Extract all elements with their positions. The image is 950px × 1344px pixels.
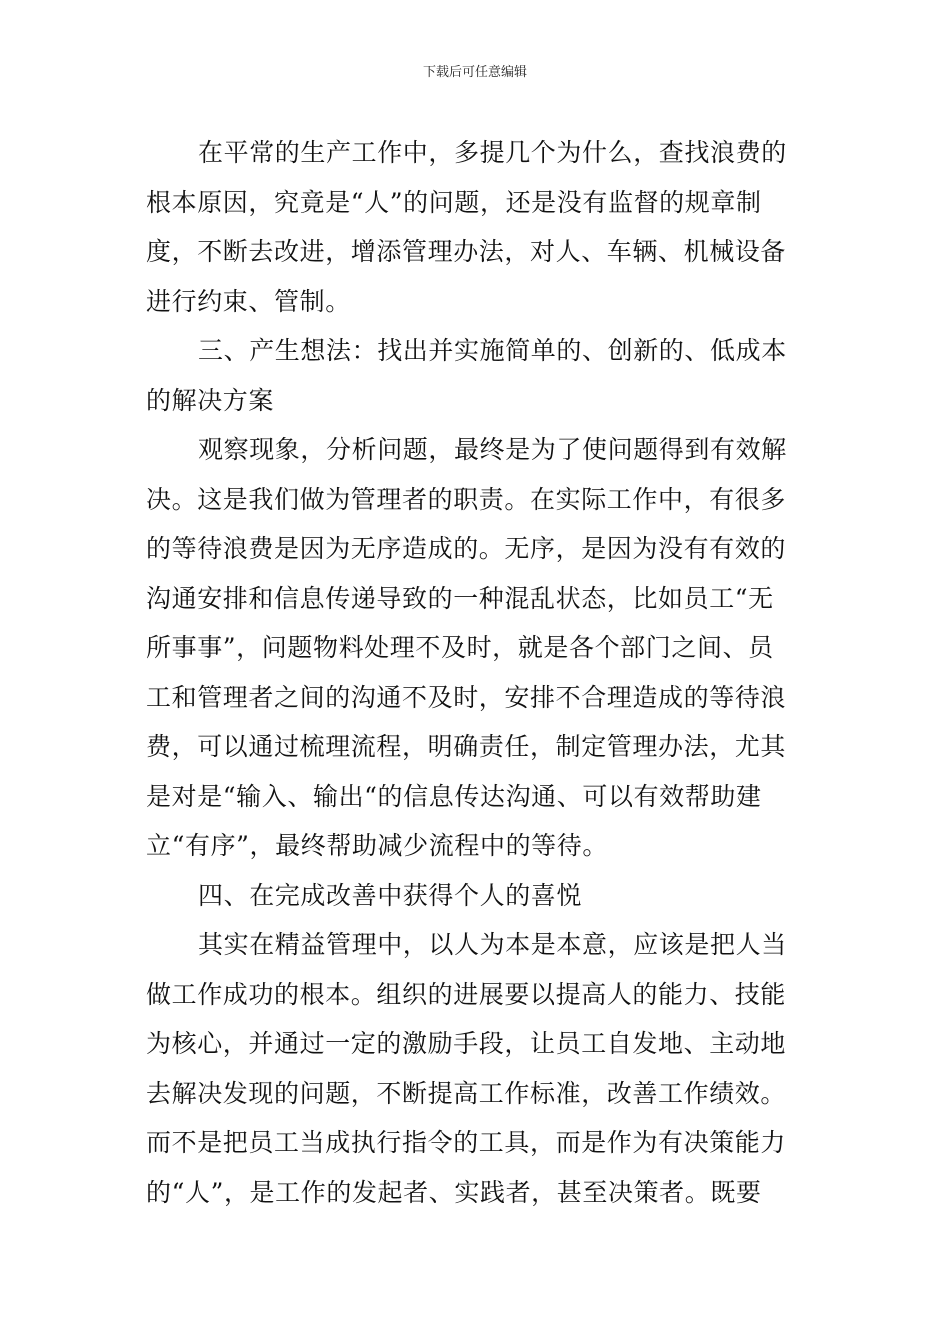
- text-line-12: 工和管理者之间的沟通不及时，安排不合理造成的等待浪: [146, 682, 787, 712]
- section-heading-3: 三、产生想法：找出并实施简单的、创新的、低成本: [198, 336, 787, 365]
- text-line-18: 做工作成功的根本。组织的进展要以提高人的能力、技能: [146, 979, 787, 1009]
- text-line-17: 其实在精益管理中，以人为本是本意，应该是把人当: [198, 930, 787, 959]
- text-line-1: 在平常的生产工作中，多提几个为什么，查找浪费的: [198, 138, 787, 167]
- text-line-21: 而不是把员工当成执行指令的工具，而是作为有决策能力: [146, 1128, 787, 1157]
- text-line-7: 观察现象，分析问题，最终是为了使问题得到有效解: [198, 435, 787, 464]
- text-line-3: 度，不断去改进，增添管理办法，对人、车辆、机械设备: [146, 237, 787, 266]
- document-body: [146, 128, 808, 1217]
- text-line-11: 所事事”，问题物料处理不及时，就是各个部门之间、员: [146, 633, 774, 662]
- text-line-15: 立“有序”，最终帮助减少流程中的等待。: [146, 831, 608, 860]
- text-line-2: 根本原因，究竟是“人”的问题，还是没有监督的规章制: [146, 187, 762, 217]
- text-line-4: 进行约束、管制。: [146, 286, 351, 316]
- text-line-19: 为核心，并通过一定的激励手段，让员工自发地、主动地: [146, 1029, 787, 1058]
- text-line-22: 的“人”，是工作的发起者、实践者，甚至决策者。既要: [146, 1177, 762, 1207]
- text-line-14: 是对是“输入、输出“的信息传达沟通、可以有效帮助建: [146, 781, 762, 811]
- page-header: 下载后可任意编辑: [422, 65, 527, 80]
- text-line-20: 去解决发现的问题，不断提高工作标准，改善工作绩效。: [146, 1078, 787, 1108]
- text-line-10: 沟通安排和信息传递导致的一种混乱状态，比如员工“无: [146, 583, 774, 613]
- text-line-13: 费，可以通过梳理流程，明确责任，制定管理办法，尤其: [146, 732, 787, 761]
- text-line-8: 决。这是我们做为管理者的职责。在实际工作中，有很多: [146, 484, 787, 514]
- text-line-9: 的等待浪费是因为无序造成的。无序，是因为没有有效的: [146, 534, 787, 563]
- section-heading-4: 四、在完成改善中获得个人的喜悦: [198, 880, 583, 910]
- section-heading-3-cont: 的解决方案: [146, 385, 275, 415]
